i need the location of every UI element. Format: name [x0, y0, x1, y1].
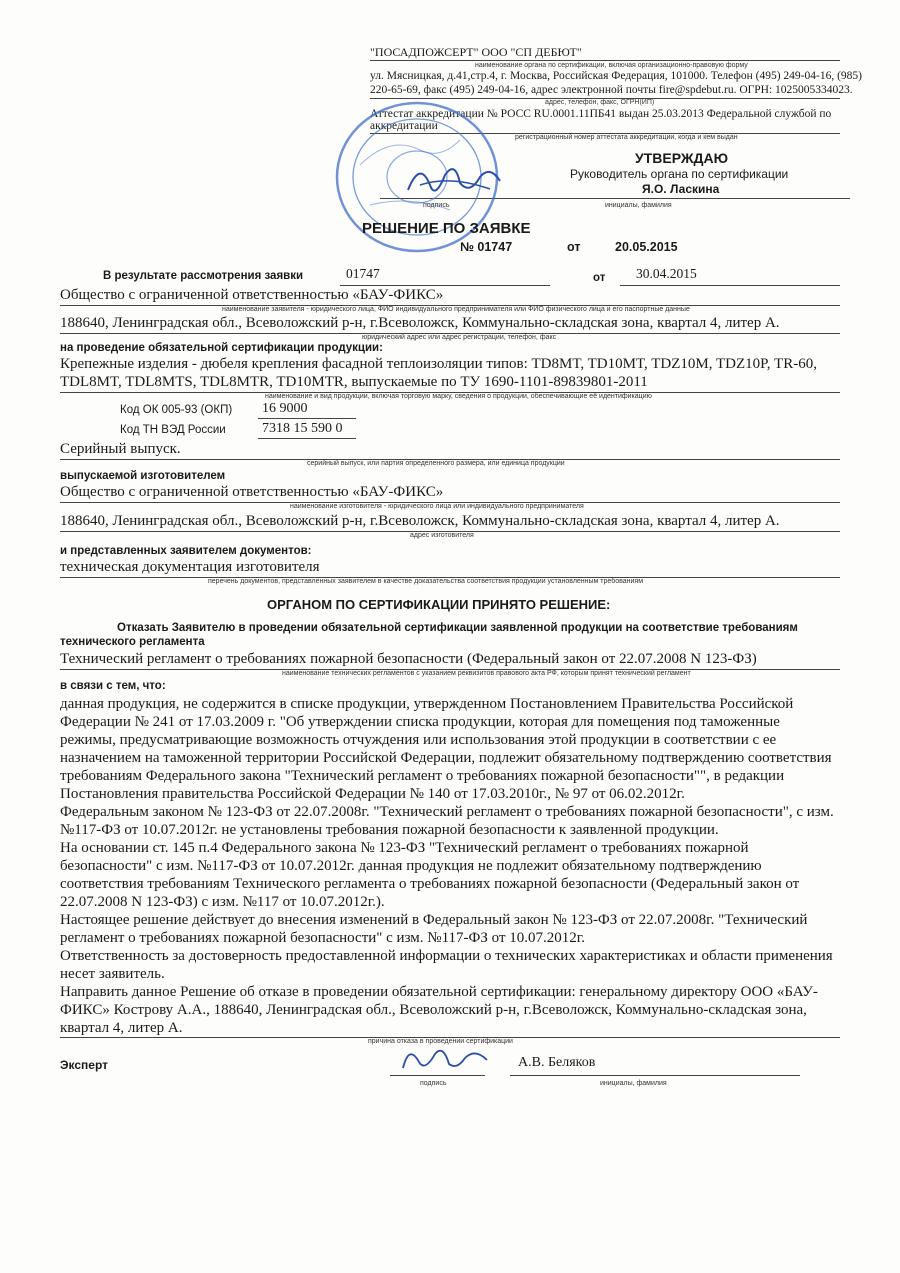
- manufacturer-name-caption: наименование изготовителя - юридического лица или индивидуального предпринимателя: [290, 503, 584, 510]
- application-label: В результате рассмотрения заявки: [103, 270, 304, 282]
- expert-label: Эксперт: [60, 1058, 109, 1072]
- manufacturer-address: 188640, Ленинградская обл., Всеволожский р-н, г.Всеволожск, Коммунально-складская зона, квартал 4, литер А.: [60, 513, 780, 529]
- approve-name: Я.О. Ласкина: [642, 182, 720, 196]
- org-name: "ПОСАДПОЖСЕРТ" ООО "СП ДЕБЮТ": [370, 45, 582, 59]
- series-caption: серийный выпуск, или партия определенного размера, или единица продукции: [307, 460, 565, 467]
- decision-title: РЕШЕНИЕ ПО ЗАЯВКЕ: [362, 220, 531, 237]
- manufacturer-label: выпускаемой изготовителем: [60, 470, 226, 482]
- approve-position: Руководитель органа по сертификации: [570, 167, 789, 181]
- reason-line: №117-ФЗ от 10.07.2012г. не установлены требования пожарной безопасности к заявленной продукции.: [60, 822, 719, 838]
- reason-line: Постановления правительства Российской Федерации № 140 от 17.03.2010г., № 97 от 06.02.2012г.: [60, 786, 685, 802]
- accreditation-line-1: Аттестат аккредитации № РОСС RU.0001.11ПБ41 выдан 25.03.2013 Федеральной службой по: [370, 108, 832, 120]
- refuse-line-2: технического регламента: [60, 636, 205, 648]
- applicant-caption: наименование заявителя - юридического лица, ФИО индивидуального предпринимателя или ФИО физического лица и его паспортные данные: [222, 306, 690, 313]
- reason-line: несет заявитель.: [60, 966, 165, 982]
- applicant-address-caption: юридический адрес или адрес регистрации, телефон, факс: [362, 334, 557, 341]
- reason-line: данная продукция, не содержится в списке продукции, утвержденном Постановлением Правительства Российской: [60, 696, 794, 712]
- product-line-2: TDL8MT, TDL8MTS, TDL8MTR, TD10MTR, выпускаемые по ТУ 1690-1101-89839801-2011: [60, 374, 648, 390]
- reason-line: ФИКС» Кострову А.А., 188640, Ленинградская обл., Всеволожский р-н, г.Всеволожск, Коммунально-складская зона,: [60, 1002, 807, 1018]
- decision-number: № 01747: [460, 240, 513, 254]
- reason-line: Федерации № 241 от 17.03.2009 г. "Об утверждении списка продукции, которая для помещения под таможенные: [60, 714, 780, 730]
- org-caption: наименование органа по сертификации, включая организационно-правовую форму: [475, 62, 748, 69]
- regulation-caption: наименование технических регламентов с указанием реквизитов правового акта РФ, которым принят технический регламент: [282, 670, 691, 677]
- series-value: Серийный выпуск.: [60, 441, 181, 457]
- okp-label: Код ОК 005-93 (ОКП): [120, 404, 233, 416]
- address-line-1: ул. Мясницкая, д.41,стр.4, г. Москва, Российская Федерация, 101000. Телефон (495) 249-04-16, (985): [370, 70, 862, 82]
- documents-value: техническая документация изготовителя: [60, 559, 320, 575]
- reason-line: режимы, предусматривающие возможность отчуждения или использования этой продукции в соответствии с ее: [60, 732, 777, 748]
- reason-label: в связи с тем, что:: [60, 680, 166, 692]
- applicant-address: 188640, Ленинградская обл., Всеволожский р-н, г.Всеволожск, Коммунально-складская зона, квартал 4, литер А.: [60, 315, 780, 331]
- reason-line: На основании ст. 145 п.4 Федерального закона № 123-ФЗ "Технический регламент о требованиях пожарной: [60, 840, 749, 856]
- approve-title: УТВЕРЖДАЮ: [635, 150, 729, 166]
- reason-caption: причина отказа в проведении сертификации: [368, 1038, 513, 1045]
- tnved-label: Код ТН ВЭД России: [120, 424, 226, 436]
- documents-caption: перечень документов, представленных заявителем в качестве доказательства соответствия продукции установленным требованиям: [208, 578, 644, 585]
- reason-line: соответствия требованиям Технического регламента о требованиях пожарной безопасности (Федеральный закон от: [60, 876, 800, 892]
- reason-line: регламент о требованиях пожарной безопасности" с изм. №117-ФЗ от 10.07.2012г.: [60, 930, 585, 946]
- application-number: 01747: [346, 266, 380, 281]
- refuse-line-1: Отказать Заявителю в проведении обязательной сертификации заявленной продукции на соответствие требованиям: [117, 622, 798, 634]
- decision-date: 20.05.2015: [615, 240, 678, 254]
- product-line-1: Крепежные изделия - дюбеля крепления фасадной теплоизоляции типов: TD8MT, TD10MT, TDZ10M, TDZ10P, TR-60,: [60, 356, 817, 372]
- okp-value: 16 9000: [262, 401, 308, 416]
- reason-line: квартал 4, литер А.: [60, 1020, 183, 1036]
- decision-heading: ОРГАНОМ ПО СЕРТИФИКАЦИИ ПРИНЯТО РЕШЕНИЕ:: [267, 597, 611, 612]
- expert-name: А.В. Беляков: [518, 1055, 596, 1070]
- tnved-value: 7318 15 590 0: [262, 421, 343, 436]
- expert-name-caption: инициалы, фамилия: [600, 1080, 667, 1087]
- expert-signature: [395, 1040, 495, 1076]
- manufacturer-name: Общество с ограниченной ответственностью «БАУ-ФИКС»: [60, 484, 444, 500]
- reason-line: Настоящее решение действует до внесения изменений в Федеральный закон № 123-ФЗ от 22.07.2008г. "Технический: [60, 912, 808, 928]
- reason-line: Направить данное Решение об отказе в проведении обязательной сертификации: генеральному директору ООО «БАУ-: [60, 984, 818, 1000]
- documents-label: и представленных заявителем документов:: [60, 545, 312, 557]
- accreditation-caption: регистрационный номер аттестата аккредитации, когда и кем выдан: [515, 134, 738, 141]
- reason-line: безопасности" с изм. №117-ФЗ от 10.07.2012г. данная продукция не подлежит обязательному подтверждению: [60, 858, 762, 874]
- accreditation-line-2: аккредитации: [370, 120, 438, 132]
- regulation-value: Технический регламент о требованиях пожарной безопасности (Федеральный закон от 22.07.2008 N 123-ФЗ): [60, 651, 757, 667]
- approve-name-caption: инициалы, фамилия: [605, 202, 672, 209]
- application-date: 30.04.2015: [636, 266, 697, 281]
- applicant-name: Общество с ограниченной ответственностью «БАУ-ФИКС»: [60, 287, 444, 303]
- reason-line: Федеральным законом № 123-ФЗ от 22.07.2008г. "Технический регламент о требованиях пожарной безопасности", с изм.: [60, 804, 834, 820]
- approve-sign-caption: подпись: [423, 202, 450, 209]
- reason-line: требованиям Федерального закона "Технический регламент о требованиях пожарной безопасности"", в редакции: [60, 768, 785, 784]
- address-line-2: 220-65-69, факс (495) 249-04-16, адрес электронной почты fire@spdebut.ru. ОГРН: 1025005334023.: [370, 84, 853, 96]
- reason-line: 22.07.2008 N 123-ФЗ) с изм. №117 от 10.07.2012г.).: [60, 894, 385, 910]
- product-label: на проведение обязательной сертификации продукции:: [60, 342, 383, 354]
- approver-signature: [400, 155, 510, 205]
- application-from-label: от: [593, 272, 606, 284]
- product-caption: наименование и вид продукции, включая торговую марку, сведения о продукции, обеспечивающие её идентификацию: [265, 393, 652, 400]
- expert-sign-caption: подпись: [420, 1080, 447, 1087]
- manufacturer-address-caption: адрес изготовителя: [410, 532, 474, 539]
- reason-line: назначением на таможенной территории Российской Федерации, подлежит обязательному подтверждению соответствия: [60, 750, 832, 766]
- address-caption: адрес, телефон, факс, ОГРН(ИП): [545, 99, 655, 106]
- reason-line: Ответственность за достоверность предоставленной информации о технических характеристиках и области применения: [60, 948, 833, 964]
- decision-from-label: от: [567, 240, 581, 254]
